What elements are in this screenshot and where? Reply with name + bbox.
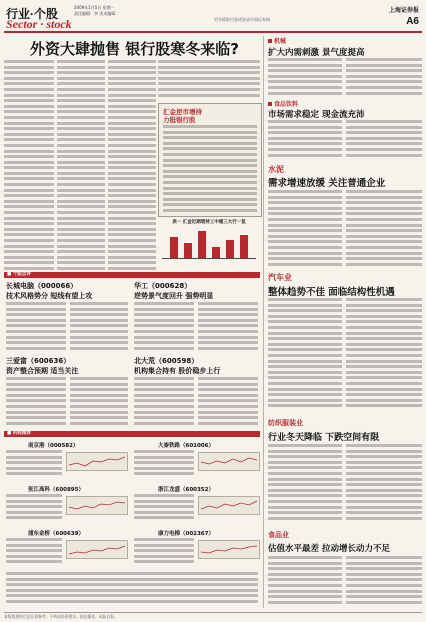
stock-a-sub: 技术风格势分 短线有望上攻	[6, 292, 93, 300]
food-headline: 市场需求稳定 现金流充沛	[268, 110, 365, 120]
auto-col-2	[346, 298, 422, 413]
textile-label: 纺织服装业	[268, 419, 303, 427]
food2-col-2	[346, 556, 422, 608]
auto-label: 汽车业	[268, 273, 292, 282]
stock-d-sub: 机构集合持有 股价稳步上行	[134, 367, 221, 375]
cement-col-2	[346, 190, 422, 268]
stock-a-col-1	[6, 302, 66, 352]
issue-date: 2009年1月5日 星期一	[74, 5, 115, 10]
machinery-col-1	[268, 58, 342, 96]
stock-c-title: 三爱富（600636）	[6, 357, 71, 365]
auto-col-1	[268, 298, 342, 413]
masthead-rule	[4, 31, 422, 33]
holdings-chart	[158, 219, 260, 265]
pick-2-chart	[66, 496, 128, 515]
column-divider	[263, 36, 264, 608]
food-col-2	[346, 120, 422, 158]
pick-1-title: 南京港（000582）	[28, 443, 79, 449]
pick-3-text	[6, 538, 62, 566]
sidebar-text	[163, 125, 257, 213]
sidebar-title-1: 汇金逆市增持	[163, 108, 202, 116]
sidebar-box	[158, 103, 262, 217]
machinery-label: 机械	[268, 36, 286, 45]
pick-5-chart	[198, 496, 260, 515]
lead-column-4	[158, 60, 260, 100]
stock-b-title: 华工（000628）	[134, 282, 192, 290]
chart-bar	[170, 237, 178, 259]
food-label: 食品饮料	[268, 99, 298, 108]
pick-5-title: 浙江龙盛（600352）	[158, 487, 214, 493]
auto-headline: 整体趋势不佳 面临结构性机遇	[268, 287, 395, 298]
stock-d-col-2	[198, 377, 258, 427]
pick-6-text	[134, 538, 194, 566]
stock-a-title: 长城电脑（000066）	[6, 282, 78, 290]
stock-d-title: 北大荒（600598）	[134, 357, 199, 365]
pick-4-text	[134, 450, 194, 478]
pick-6-title: 康力电梯（002367）	[158, 531, 214, 537]
food-col-1	[268, 120, 342, 158]
chart-bar	[240, 235, 248, 259]
lead-headline: 外资大肆抛售 银行股寒冬来临?	[30, 40, 239, 58]
editor-line: 责任编辑：李 美术编辑：	[74, 11, 120, 16]
textile-col-1	[268, 444, 342, 526]
section-title-cn: 行业·个股	[6, 7, 58, 21]
chart-bar	[184, 243, 192, 259]
page-footer: 本版提供的信息仅供参考，不构成投资建议。据此操作，风险自担。	[4, 612, 422, 621]
food2-headline: 估值水平最差 拉动增长动力不足	[268, 544, 390, 554]
cement-label: 水泥	[268, 165, 284, 174]
pick-1-text	[6, 450, 62, 478]
stock-c-col-1	[6, 377, 66, 427]
site-note: 更多精彩内容请登录中国证券网	[214, 17, 270, 22]
chart-bar	[212, 247, 220, 259]
section-title-en: Sector · stock	[6, 17, 72, 31]
food2-label: 食品业	[268, 531, 289, 539]
sidebar-title-2: 力挺银行股	[163, 116, 196, 124]
lead-column-2	[57, 60, 105, 272]
pick-1-chart	[66, 452, 128, 471]
pick-4-title: 大秦铁路（601006）	[158, 443, 214, 449]
stock-b-col-2	[198, 302, 258, 352]
pick-4-chart	[198, 452, 260, 471]
stock-a-col-2	[70, 302, 128, 352]
stock-c-sub: 资产整合预期 适当关注	[6, 367, 79, 375]
chart-bar	[198, 231, 206, 259]
lead-column-1	[4, 60, 54, 272]
pick-5-text	[134, 494, 194, 522]
pick-3-chart	[66, 540, 128, 559]
chart-title: 表一 汇金近期增持工中建三大行一览	[172, 220, 246, 225]
pick-2-title: 张江高科（600895）	[28, 487, 84, 493]
stock-c-col-2	[70, 377, 128, 427]
textile-headline: 行业冬天降临 下跌空间有限	[268, 433, 380, 443]
pick-3-title: 浦东金桥（600639）	[28, 531, 84, 537]
pick-2-text	[6, 494, 62, 522]
machinery-headline: 扩大内需刺激 景气度提高	[268, 48, 365, 58]
stock-b-sub: 逆势景气度回升 强势明显	[134, 292, 214, 300]
food2-col-1	[268, 556, 342, 608]
stock-comment-band: ■ 个股点评	[4, 272, 260, 278]
textile-col-2	[346, 444, 422, 526]
picks-bottom-text	[6, 572, 258, 608]
chart-axis	[162, 258, 256, 259]
machinery-col-2	[346, 58, 422, 96]
pick-6-chart	[198, 540, 260, 559]
stock-b-col-1	[134, 302, 194, 352]
masthead	[4, 3, 422, 31]
paper-name: 上海证券报	[388, 7, 419, 14]
cement-headline: 需求增速放缓 关注普通企业	[268, 178, 386, 189]
chart-bar	[226, 240, 234, 259]
picks-band: ■ 机构推荐	[4, 431, 260, 437]
page-number: A6	[406, 16, 419, 27]
lead-column-3	[108, 60, 156, 272]
stock-d-col-1	[134, 377, 194, 427]
cement-col-1	[268, 190, 342, 268]
